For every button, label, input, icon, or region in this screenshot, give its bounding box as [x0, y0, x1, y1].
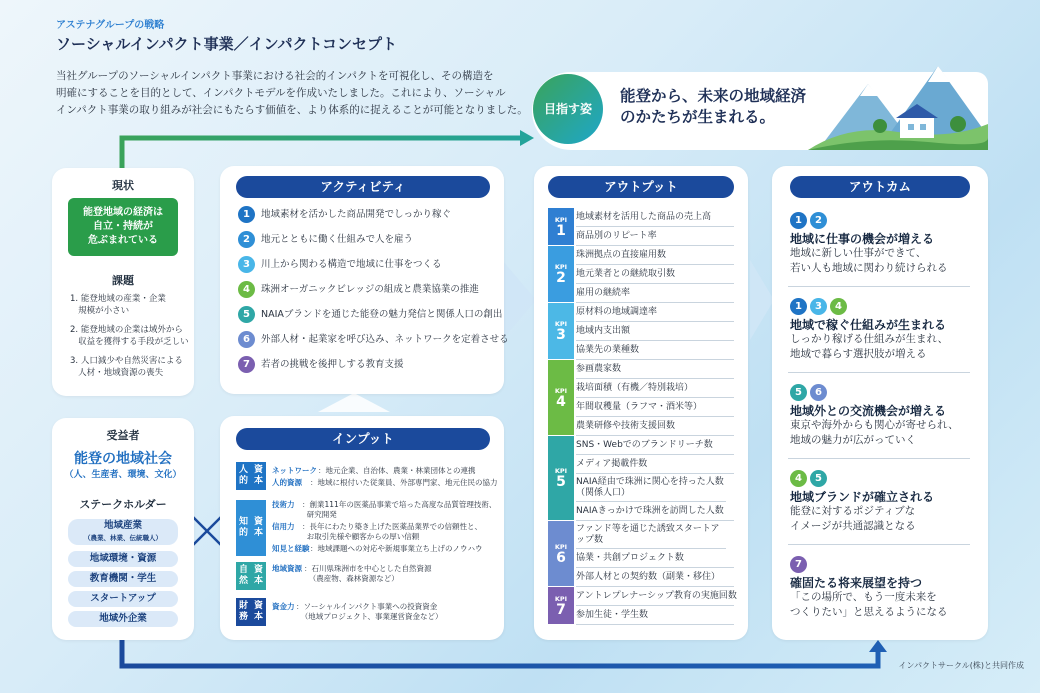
- outputs-heading: アウトプット: [548, 176, 734, 198]
- kpi-7-tag: KPI 7: [548, 587, 574, 624]
- kpi-6-item: ファンド等を通じた誘致スタートアップ数: [576, 521, 726, 549]
- kpi-2-item: 雇用の継続率: [576, 284, 734, 303]
- input-key-human-resources: 人的資源: [272, 478, 302, 487]
- stakeholder-startup: スタートアップ: [68, 591, 178, 607]
- input-key-knowledge: 知見と経験: [272, 544, 310, 553]
- kpi-1-item: 商品別のリピート率: [576, 227, 734, 246]
- input-key-funding: 資金力: [272, 602, 295, 611]
- header-kicker: アステナグループの戦略: [56, 20, 165, 31]
- kpi-6-item: 外部人材との契約数（副業・移住）: [576, 568, 734, 587]
- input-key-technology: 技術力: [272, 500, 295, 509]
- current-heading: 現状: [112, 179, 134, 192]
- kpi-3-tag: KPI 3: [548, 303, 574, 359]
- stakeholder-regional-industry: 地域産業 （農業、林業、伝統職人）: [68, 519, 178, 545]
- issue-1: 1. 能登地域の産業・企業 規模が小さい: [70, 294, 166, 316]
- outcome-5-title: 確固たる将来展望を持つ: [790, 576, 923, 590]
- kpi-3-item: 地域内支出額: [576, 322, 734, 341]
- outcome-3-title: 地域外との交流機会が増える: [790, 404, 947, 418]
- activities-heading: アクティビティ: [236, 176, 490, 198]
- kpi-2-item: 地元業者との継続取引数: [576, 265, 734, 284]
- input-key-credibility: 信用力: [272, 522, 295, 531]
- outcome-separator: [788, 372, 970, 373]
- input-val-network: ：地元企業、自治体、農業・林業団体との連携: [318, 466, 476, 475]
- kpi-5-item: NAIAきっかけで珠洲を訪問した人数: [576, 502, 734, 521]
- village-landscape-illustration: [808, 54, 988, 150]
- kpi-5-item: NAIA経由で珠洲に関心を持った人数（関係人口）: [576, 474, 726, 502]
- input-val-regional-resources: ：石川県珠洲市を中心とした自然資源 （農産物、森林資源など）: [304, 564, 432, 583]
- outcome-3-numbers: 5 6: [790, 382, 830, 401]
- intro-text: 当社グループのソーシャルインパクト事業における社会的インパクトを可視化し、その構造を 明確にすることを目的として、インパクトモデルを作成いたしました。これにより、ソーシャル インパクト事業の取り組みが社会にもたらす価値を、より体系的に捉えることが可能となりました。: [56, 70, 528, 116]
- issue-2: 2. 能登地域の企業は域外から 収益を獲得する手段が乏しい: [70, 325, 189, 347]
- kpi-4-item: 栽培面積（有機／特別栽培）: [576, 379, 734, 398]
- outcome-4-description: 能登に対するポジティブな イメージが共通認識となる: [790, 505, 916, 532]
- kpi-4-item: 農業研修や技術支援回数: [576, 417, 734, 436]
- input-tag-human: 人的 資本: [236, 462, 266, 490]
- kpi-3-item: 原材料の地域調達率: [576, 303, 734, 322]
- outcome-1-description: 地域に新しい仕事ができて、 若い人も地域に関わり続けられる: [790, 247, 948, 274]
- kpi-5-item: メディア掲載件数: [576, 455, 734, 474]
- stakeholder-external-company: 地域外企業: [68, 611, 178, 627]
- goal-badge: 目指す姿: [533, 74, 603, 144]
- beneficiary-heading: 受益者: [106, 429, 140, 442]
- outcome-4-title: 地域ブランドが確立される: [790, 490, 935, 504]
- activity-1: 1 地域素材を活かした商品開発でしっかり稼ぐ: [238, 206, 451, 224]
- outcome-separator: [788, 286, 970, 287]
- activity-5: 5 NAIAブランドを通じた能登の魅力発信と関係人口の創出: [238, 306, 502, 324]
- input-key-regional-resources: 地域資源: [272, 564, 302, 573]
- goal-statement: 能登から、未来の地域経済 のかたちが生まれる。: [620, 87, 807, 126]
- inputs-heading: インプット: [236, 428, 490, 450]
- outcome-5-description: 「この場所で、もう一度未来を つくりたい」と思えるようになる: [790, 591, 948, 618]
- outcome-2-numbers: 1 3 4: [790, 296, 850, 315]
- outcome-4-numbers: 4 5: [790, 468, 830, 487]
- input-val-human-resources: ：地域に根付いた従業員、外部専門家、地元住民の協力: [310, 478, 498, 487]
- input-tag-intellectual: 知的 資本: [236, 500, 266, 556]
- input-val-knowledge: ：地域課題への対応や新規事業立ち上げのノウハウ: [310, 544, 483, 553]
- current-situation: 能登地域の経済は 自立・持続が 危ぶまれている: [68, 198, 178, 256]
- kpi-6-tag: KPI 6: [548, 521, 574, 586]
- kpi-2-item: 珠洲拠点の直接雇用数: [576, 246, 734, 265]
- beneficiary-name: 能登の地域社会: [74, 451, 172, 467]
- outcomes-heading: アウトカム: [790, 176, 970, 198]
- kpi-5-tag: KPI 5: [548, 436, 574, 520]
- beneficiary-sub: （人、生産者、環境、文化）: [64, 470, 182, 480]
- kpi-4-item: 参画農家数: [576, 360, 734, 379]
- input-tag-financial: 財務 資本: [236, 598, 266, 626]
- outcome-2-title: 地域で稼ぐ仕組みが生まれる: [790, 318, 947, 332]
- stakeholder-heading: ステークホルダー: [79, 498, 167, 511]
- activity-6: 6 外部人材・起業家を呼び込み、ネットワークを定着させる: [238, 331, 509, 349]
- outcome-2-description: しっかり稼げる仕組みが生まれ、 地域で暮らす選択肢が増える: [790, 333, 949, 360]
- activity-3: 3 川上から関わる構造で地域に仕事をつくる: [238, 256, 442, 274]
- outcome-1-numbers: 1 2: [790, 210, 830, 229]
- kpi-6-item: 協業・共創プロジェクト数: [576, 549, 734, 568]
- input-tag-natural: 自然 資本: [236, 562, 266, 590]
- input-val-technology: ：創業111年の医薬品事業で培った高度な品質管理技術、 研究開発: [302, 500, 497, 519]
- page-title: ソーシャルインパクト事業／インパクトコンセプト: [56, 35, 397, 53]
- kpi-4-item: 年間収穫量（ラフマ・酒米等）: [576, 398, 734, 417]
- kpi-1-item: 地域素材を活用した商品の売上高: [576, 208, 734, 227]
- kpi-3-item: 協業先の業種数: [576, 341, 734, 360]
- stakeholder-environment: 地域環境・資源: [68, 551, 178, 567]
- outcome-separator: [788, 544, 970, 545]
- outcome-5-numbers: 7: [790, 554, 810, 573]
- activity-4: 4 珠洲オーガニックビレッジの組成と農業協業の推進: [238, 281, 479, 299]
- footer-note: インパクトサークル(株)と共同作成: [898, 661, 1024, 670]
- issues-heading: 課題: [112, 274, 134, 287]
- stakeholder-education: 教育機関・学生: [68, 571, 178, 587]
- outcome-1-title: 地域に仕事の機会が増える: [790, 232, 935, 246]
- kpi-7-item: 参加生徒・学生数: [576, 606, 734, 625]
- kpi-7-item: アントレプレナーシップ教育の実施回数: [576, 587, 734, 606]
- input-val-credibility: ：長年にわたり築き上げた医薬品業界での信頼性と、 お取引先様や顧客からの厚い信頼: [302, 522, 482, 541]
- outcome-3-description: 東京や海外からも関心が寄せられ、 地域の魅力が広がっていく: [790, 419, 959, 446]
- input-key-network: ネットワーク: [272, 466, 317, 475]
- activity-2: 2 地元とともに働く仕組みで人を雇う: [238, 231, 413, 249]
- outcome-separator: [788, 458, 970, 459]
- activity-7: 7 若者の挑戦を後押しする教育支援: [238, 356, 404, 374]
- kpi-1-tag: KPI 1: [548, 208, 574, 245]
- issue-3: 3. 人口減少や自然災害による 人材・地域資源の喪失: [70, 356, 183, 378]
- kpi-2-tag: KPI 2: [548, 246, 574, 302]
- kpi-5-item: SNS・Webでのブランドリーチ数: [576, 436, 734, 455]
- input-val-funding: ：ソーシャルインパクト事業への投資資金 （地域プロジェクト、事業運営資金など）: [296, 602, 443, 621]
- kpi-4-tag: KPI 4: [548, 360, 574, 435]
